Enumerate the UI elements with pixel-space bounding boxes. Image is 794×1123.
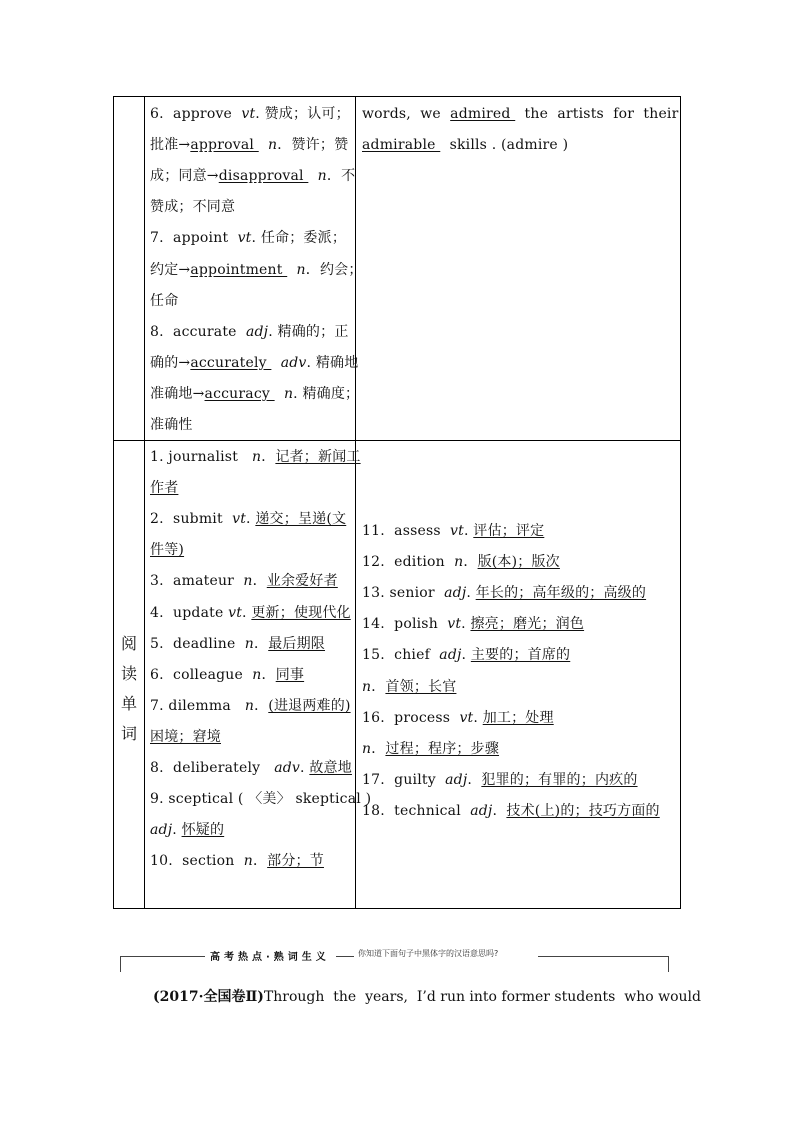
answer-text: 作者 — [150, 480, 179, 497]
entry-text: 18. technical — [362, 802, 471, 819]
answer-text: admirable — [362, 137, 441, 154]
answer-text: (进退两难的) — [268, 697, 351, 714]
answer-text: 业余爱好者 — [266, 573, 338, 590]
entry-text: 7. appoint — [150, 230, 238, 247]
entry-text: the artists for their — [515, 106, 679, 122]
part-of-speech: n — [283, 385, 294, 402]
column-divider-left — [144, 97, 145, 908]
entry-text: ．不 — [326, 168, 356, 185]
part-of-speech: adj — [245, 323, 269, 340]
entry-text: 赞成；不同意 — [150, 199, 236, 216]
entry-text: 14. polish — [362, 616, 448, 633]
entry-text: . — [300, 760, 310, 776]
entry-text: 批准→ — [150, 137, 191, 154]
banner-rule-left — [120, 956, 205, 957]
entry-text: . — [466, 585, 476, 602]
entry-text: . — [473, 709, 483, 726]
part-of-speech: n — [243, 573, 253, 590]
sentence-text: Through the years, I’d run into former students who would — [263, 989, 701, 1005]
entry-text: . 精确的；正 — [268, 323, 349, 340]
answer-text: 主要的；首席的 — [470, 647, 571, 664]
entry-text: . — [461, 616, 471, 633]
banner-bracket-right — [668, 956, 669, 972]
entry-text: 3. amateur — [150, 573, 244, 590]
part-of-speech: n — [362, 740, 372, 757]
vocab-line — [150, 790, 372, 808]
entry-text: 9. sceptical ( 〈美〉 skeptical ) — [150, 791, 372, 808]
section-label-char: 词 — [120, 724, 137, 743]
upper-right-cell — [362, 97, 679, 440]
part-of-speech: adj — [444, 585, 467, 602]
entry-text: . — [172, 822, 182, 839]
answer-text: 记者；新闻工 — [275, 449, 361, 465]
section-label-char: 读 — [120, 664, 137, 683]
entry-text: . — [492, 802, 507, 819]
answer-text: disapproval — [218, 168, 309, 185]
vocabulary-table — [113, 96, 681, 909]
vocab-line — [150, 728, 349, 746]
entry-text: 成；同意→ — [150, 168, 219, 185]
vocab-line — [150, 136, 349, 154]
entry-text: ．约会； — [305, 261, 363, 278]
answer-text: 件等) — [150, 542, 185, 559]
entry-text: 6. approve — [150, 106, 242, 122]
vocab-line — [362, 136, 675, 154]
part-of-speech: n — [243, 853, 253, 870]
entry-text: 1. journalist — [150, 449, 252, 465]
part-of-speech: n — [251, 449, 262, 465]
answer-text: 版(本)；版次 — [477, 554, 560, 571]
answer-text: 递交；呈递(文 — [255, 511, 347, 528]
banner-rule-right — [538, 956, 668, 957]
vocab-line — [362, 771, 675, 789]
entry-text: 10. section — [150, 853, 244, 870]
banner-bracket-left — [120, 956, 121, 972]
answer-text: accuracy — [204, 385, 275, 402]
answer-text: 技术(上)的；技巧方面的 — [506, 802, 660, 819]
entry-text: 确的→ — [150, 354, 191, 371]
answer-text: 部分；节 — [267, 853, 324, 870]
entry-text: . 精确地 — [306, 354, 359, 371]
entry-text: 2. submit — [150, 511, 233, 528]
part-of-speech: adj — [470, 802, 493, 819]
entry-text: ． — [463, 554, 478, 571]
vocab-line — [150, 479, 349, 497]
banner-subtitle: 你知道下面句子中黑体字的汉语意思吗? — [358, 949, 499, 958]
vocab-line — [150, 510, 349, 528]
entry-text: 5. deadline — [150, 635, 245, 652]
vocab-line — [150, 323, 349, 341]
answer-text: appointment — [190, 261, 288, 278]
entry-text: 8. accurate — [150, 323, 246, 340]
entry-text: ． — [252, 853, 268, 870]
part-of-speech: n — [268, 137, 278, 154]
vocab-line — [362, 522, 675, 540]
part-of-speech: adv — [280, 354, 307, 371]
answer-text: 年长的；高年级的；高级的 — [475, 585, 647, 602]
part-of-speech: n — [362, 678, 372, 695]
vocab-line — [150, 292, 349, 310]
entry-text: skills . (admire ) — [440, 137, 569, 154]
answer-text: 擦亮；磨光；润色 — [470, 616, 585, 633]
vocab-line — [150, 354, 359, 372]
entry-text: . 赞成；认可； — [255, 106, 350, 122]
part-of-speech: n — [252, 666, 262, 683]
entry-text: 8. deliberately — [150, 760, 275, 776]
answer-text: 犯罪的；有罪的；内疚的 — [481, 771, 638, 788]
lower-left-cell — [150, 440, 372, 910]
answer-text: 更新；使现代化 — [251, 604, 351, 621]
vocab-line — [362, 584, 675, 602]
vocab-line — [150, 385, 360, 403]
vocab-line — [150, 635, 349, 653]
entry-text: 16. process — [362, 709, 460, 726]
section-label — [114, 440, 144, 908]
vocab-line — [150, 167, 356, 185]
vocab-line — [150, 105, 349, 123]
vocab-line — [362, 709, 675, 727]
part-of-speech: n — [244, 635, 254, 652]
entry-text: . 任命；委派； — [251, 230, 347, 247]
sentence-source: (2017·全国卷Ⅱ) — [153, 989, 264, 1005]
part-of-speech: vt — [450, 523, 464, 539]
part-of-speech: vt — [459, 709, 474, 726]
part-of-speech: n — [244, 697, 255, 714]
example-sentence — [153, 987, 701, 1007]
upper-left-cell — [150, 97, 363, 440]
part-of-speech: vt — [228, 604, 243, 621]
entry-text: 11. assess — [362, 523, 451, 539]
banner-title: 高考热点·熟词生义 — [210, 952, 330, 963]
answer-text: admired — [450, 106, 516, 122]
entry-text: 准确性 — [150, 417, 193, 433]
column-divider-right — [355, 97, 356, 908]
part-of-speech: adj — [445, 771, 468, 788]
answer-text: approval — [190, 137, 259, 154]
vocab-line — [150, 604, 349, 622]
entry-text: 6. colleague — [150, 666, 253, 683]
part-of-speech: n — [296, 261, 306, 278]
entry-text — [287, 262, 296, 278]
entry-text: 17. guilty — [362, 771, 446, 788]
entry-text: . — [246, 511, 256, 528]
vocab-line — [150, 416, 349, 434]
part-of-speech: adj — [439, 647, 462, 664]
entry-text: . — [463, 523, 474, 539]
entry-text: ． — [371, 678, 386, 695]
entry-text: ． — [254, 635, 269, 652]
entry-text: ． — [254, 697, 269, 714]
lower-right-cell — [362, 440, 675, 910]
entry-text — [259, 137, 268, 153]
entry-text: . — [242, 604, 252, 621]
answer-text: accurately — [190, 354, 272, 371]
answer-text: 过程；程序；步骤 — [385, 740, 500, 757]
answer-text: 首领；长官 — [385, 678, 457, 695]
vocab-line — [362, 615, 675, 633]
vocab-line — [150, 229, 349, 247]
entry-text — [308, 168, 317, 184]
entry-text: ． — [261, 666, 276, 683]
vocab-line — [362, 740, 675, 758]
hot-topic-banner — [120, 942, 668, 978]
vocab-line — [362, 105, 679, 123]
entry-text: ． — [252, 573, 267, 590]
part-of-speech: n — [454, 554, 464, 571]
entry-text: 15. chief — [362, 647, 440, 664]
entry-text: 12. edition — [362, 554, 455, 571]
vocab-line — [150, 759, 352, 777]
answer-text: 评估；评定 — [473, 523, 545, 539]
vocab-line — [150, 198, 349, 216]
entry-text: words, we — [362, 106, 451, 122]
vocab-line — [150, 852, 349, 870]
entry-text: . — [467, 771, 482, 788]
entry-text: . 精确度； — [293, 385, 360, 402]
part-of-speech: n — [317, 168, 327, 185]
vocab-line — [362, 678, 675, 696]
vocab-line — [150, 821, 349, 839]
entry-text: ．赞许；赞 — [277, 137, 349, 154]
entry-text: 7. dilemma — [150, 697, 245, 714]
vocab-line — [362, 802, 675, 820]
answer-text: 同事 — [275, 666, 305, 683]
part-of-speech: vt — [232, 511, 247, 528]
answer-text: 困境；窘境 — [150, 728, 221, 745]
entry-text: 准确地→ — [150, 385, 205, 402]
vocab-line — [150, 261, 363, 279]
entry-text: ． — [371, 740, 386, 757]
entry-text: 任命 — [150, 292, 179, 309]
vocab-line — [150, 572, 349, 590]
part-of-speech: vt — [447, 616, 462, 633]
part-of-speech: adv — [274, 760, 301, 776]
entry-text: 4. update — [150, 604, 229, 621]
banner-rule-mid — [336, 956, 354, 957]
entry-text: ． — [261, 449, 276, 465]
entry-text: 13. senior — [362, 585, 445, 602]
answer-text: 怀疑的 — [181, 822, 225, 839]
entry-text: 约定→ — [150, 261, 191, 278]
vocab-line — [362, 553, 675, 571]
answer-text: 加工；处理 — [482, 709, 554, 726]
entry-text — [271, 355, 280, 371]
entry-text: . — [461, 647, 471, 664]
vocab-line — [150, 697, 349, 715]
part-of-speech: adj — [150, 822, 173, 839]
part-of-speech: vt — [237, 230, 252, 247]
entry-text — [275, 386, 284, 402]
answer-text: 故意地 — [309, 760, 352, 776]
vocab-line — [150, 666, 349, 684]
vocab-line — [150, 448, 361, 466]
part-of-speech: vt — [241, 106, 256, 122]
section-label-char: 单 — [120, 694, 137, 713]
vocab-line — [362, 646, 675, 664]
answer-text: 最后期限 — [268, 635, 326, 652]
section-label-char: 阅 — [120, 634, 137, 653]
vocab-line — [150, 541, 349, 559]
